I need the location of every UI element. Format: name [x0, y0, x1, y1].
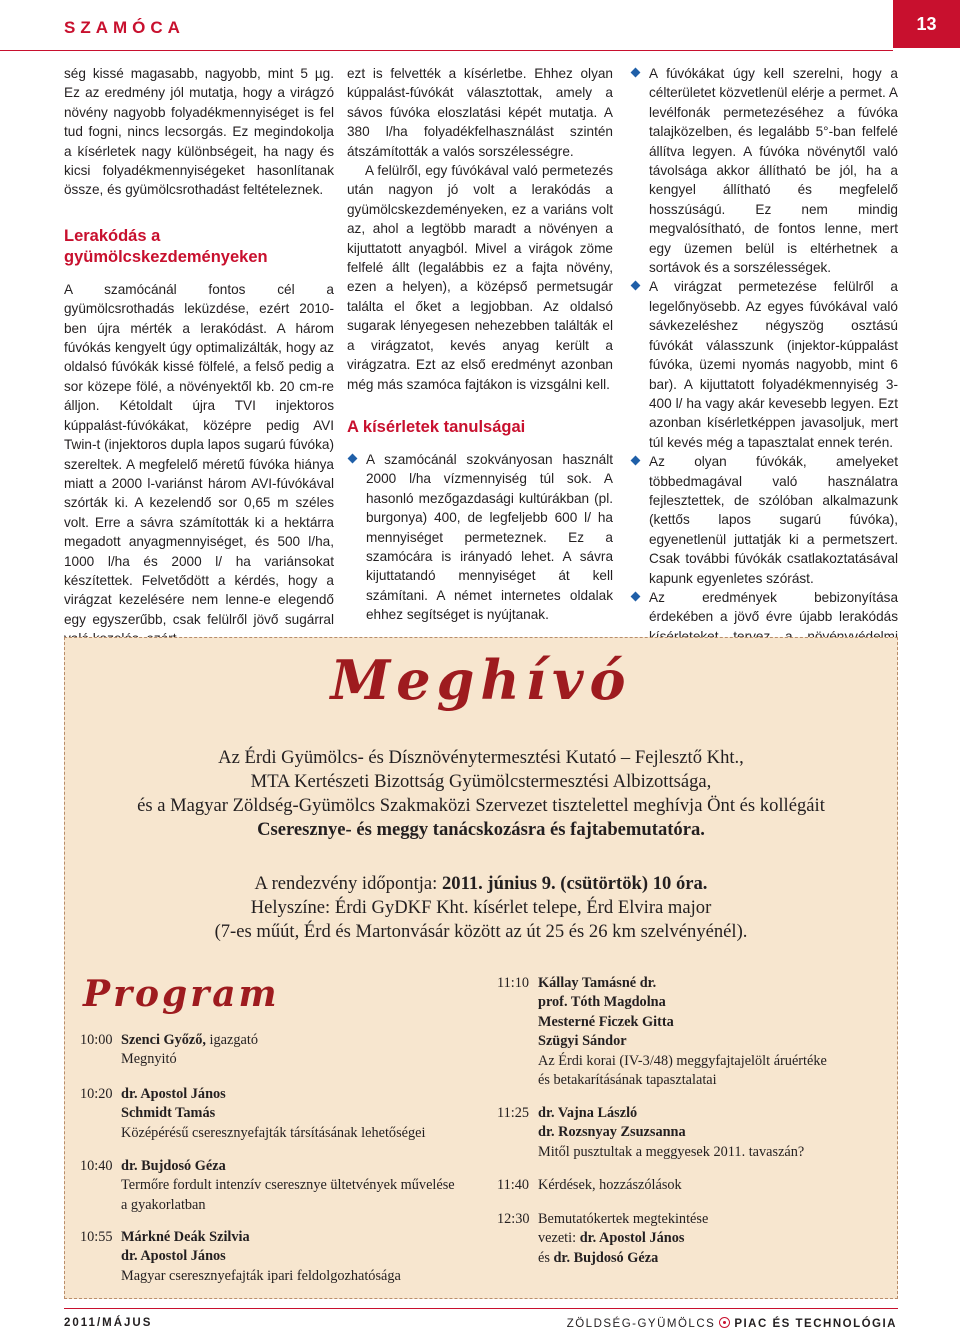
logo-mark-icon	[719, 1317, 730, 1328]
event-venue-detail: (7-es műút, Érd és Martonvásár között az út 25 és 26 km szelvényénél).	[214, 921, 748, 942]
invitation-details	[65, 872, 897, 944]
program-entry: 10:20 dr. Apostol János Schmidt Tamás Középérésű cseresznyefajták társításának lehetőségei	[80, 1086, 426, 1141]
footer-issue: 2011/MÁJUS	[64, 1317, 153, 1329]
invitation-line-1: Az Érdi Gyümölcs- és Dísznövénytermesztési Kutató – Fejlesztő Kht.,	[218, 747, 744, 768]
footer-magazine: ZÖLDSÉG-GYÜMÖLCS PIAC ÉS TECHNOLÓGIA	[566, 1318, 897, 1330]
invitation-title: Meghívó	[330, 648, 632, 712]
program-entry: 10:55 Márkné Deák Szilvia dr. Apostol János Magyar cseresznyefajták ipari feldolgozhatósága	[80, 1229, 401, 1284]
col1-paragraph-2: A szamócánál fontos cél a gyümölcsrothadás leküzdése, ezért 2010-ben újra mérték a lerakódást. A három fúvókás kengyelt úgy optimalizálták, hogy az oldalsó fúvókák kissé fölfelé, a felső pedig a sor közepe fölé, a növényektől kb. 20 cm-re álljon. Kétoldalt újra TVI injektoros kúppalást-fúvókákat, középre pedig AVI Twin-t (injektoros dupla lapos sugarú fúvóka) szereltek. A megfelelő méretű fúvóka hiánya miatt a 2000 l-variánst három AVI-fúvókával szórták ki. A kezelendő sor 0,65 m széles volt. Erre a sávra számították ki a hektárra megadott anyagmennyiséget, és 500 l/ha, 1000 l/ha és 2000 l/ ha variánsokat készítettek. Felvetődött a kérdés, hogy a virágzat kezelésére nem lenne-e elegendő egy egyszerűbb, csak felülről jövő sugárral	[64, 281, 334, 627]
event-date: A rendezvény időpontja: 2011. június 9. (csütörtök) 10 óra.	[254, 873, 708, 894]
list-item: A virágzat permetezése felülről a legelőnyösebb. Az egyes fúvókával való sávkezeléshez négyszög osztású fúvókát válasszunk (injektor-kúppalást fúvóka, üzemi nyomás nagyobb, mint 6 bar). A kijuttatott folyadékmennyiség 3-400 l/ ha vagy akár kevesebb legyen. Ezt azonban kísérletképpen javasoljuk, mert túl kevés még a tapasztalat ennek terén.	[630, 277, 898, 452]
footer-rule	[64, 1308, 898, 1309]
section-title: SZAMÓCA	[64, 18, 185, 37]
list-item: Az olyan fúvókák, amelyeket többedmagával való használatra fejlesztettek, de szólóban alkalmazunk (kettős lapos sugarú fúvóka), egyenetlenül juttatják ki a permetszert. Csak további fúvókák csatlakoztatásával kapunk egyenletes szórást.	[630, 452, 898, 588]
col1-heading: Lerakódás a gyümölcskezdeményeken	[64, 226, 268, 266]
invitation-event: Cseresznye- és meggy tanácskozásra és fajtabemutatóra.	[257, 819, 705, 840]
program-entry: 11:40 Kérdések, hozzászólások	[497, 1177, 682, 1193]
col2-heading: A kísérletek tanulságai	[347, 417, 526, 436]
program-entry: 10:00 Szenci Győző, igazgató Megnyitó	[80, 1032, 258, 1068]
invitation-line-2: MTA Kertészeti Bizottság Gyümölcstermesztési Albizottsága,	[250, 771, 712, 792]
list-item: A szamócánál szokványosan használt 2000 l/ha vízmennyiség túl sok. A hasonló mezőgazdasági kultúrákban (pl. burgonya) 400, de legfeljebb 600 l/ ha mennyiséget permeteznek. Ez a szamócára is irányadó lehet. A sávra kijuttatandó mennyiséget át kell számítani. A német internetes oldalak ehhez segítséget is nyújtanak.	[347, 450, 613, 625]
column-3	[630, 64, 898, 705]
page-number: 13	[893, 0, 960, 48]
col2-paragraph-1: ezt is felvették a kísérletbe. Ehhez olyan kúppalást-fúvókát választottak, amely a sávos fúvóka eloszlatási képét mutatja. A 380 l/ha folyadékfelhasználást szintén átszámították a valós sorszélességre.	[347, 66, 613, 159]
event-venue: Helyszíne: Érdi GyDKF Kht. kísérlet telepe, Érd Elvira major	[250, 897, 712, 918]
diamond-bullet-icon	[348, 453, 358, 463]
diamond-bullet-icon	[631, 281, 641, 291]
invitation-hosts	[65, 746, 897, 842]
program-title: Program	[83, 973, 280, 1015]
program-entry: 10:40 dr. Bujdosó Géza Termőre fordult intenzív cseresznye ültetvények művelése a gyakorlatban	[80, 1158, 455, 1213]
list-item: Az eredmények bebizonyítása érdekében a jövő évre újabb lerakódás	[630, 588, 898, 666]
header-rule	[0, 50, 893, 51]
program-entry: 11:10 Kállay Tamásné dr. prof. Tóth Magdolna Mesterné Ficzek Gitta Szügyi Sándor Az Érdi korai (IV-3/48) meggyfajtajelölt áruértéke és betakarításának tapasztalatai	[497, 975, 827, 1089]
diamond-bullet-icon	[631, 456, 641, 466]
invitation-line-3: és a Magyar Zöldség-Gyümölcs Szakmaközi Szervezet tisztelettel meghívja Önt és kollégáit	[137, 795, 825, 816]
program-entry: 11:25 dr. Vajna László dr. Rozsnyay Zsuzsanna Mitől pusztultak a meggyesek 2011. tavaszán?	[497, 1105, 805, 1160]
diamond-bullet-icon	[631, 592, 641, 602]
col2-bullet-list	[347, 450, 613, 625]
col3-bullet-list	[630, 64, 898, 666]
invitation-box	[64, 637, 898, 1299]
col2-paragraph-2: A felülről, egy fúvókával való permetezés után nagyon jó volt a lerakódás a gyümölcskezdeményeken, ez a variáns volt az, ahol a legtöbb maradt a növényen a kijuttatott anyagból. Mivel a virágok zöme felfelé állt (legalábbis ez a fajta növény, ezen a helyen), a középső permetsugár találta el őket a legjobban. Az oldalsó sugarak lényegesen nehezebben találták el a virágzatot, kevés anyag került a virágzatra. Ezt az első eredményt azonban még más szamóca fajtákon is vizsgálni kell.	[347, 163, 613, 392]
diamond-bullet-icon	[631, 68, 641, 78]
column-2	[347, 64, 613, 625]
col1-paragraph-1: ség kissé magasabb, nagyobb, mint 5 µg. Ez az eredmény jól mutatja, hogy a virágzó növény nagyobb folyadékmennyiséget is fel tud fogni, nincs lecsorgás. Ez megindokolja a kísérletek nagy különbségeit, ha nagy és kicsi folyadékmennyiségeket hasonlítanak össze, és gyümölcsrothadást feltételeznek.	[64, 66, 334, 198]
column-1	[64, 64, 334, 649]
list-item: A fúvókákat úgy kell szerelni, hogy a célterületet közvetlenül elérje a permet. A levélfonák permetezéséhez a fúvóka talajközelben, és legalább 5°-ban felfelé állítva legyen. A fúvóka növénytől való távolsága akkor állítható be jól, ha a kengyel állítható és megfelelő hosszúságú. Ez nem mindig megvalósítható, de fontos lenne, mert egy üzemen belül is eltérhetnek a sortávok és a sorszélességek.	[630, 64, 898, 277]
program-entry: 12:30 Bemutatókertek megtekintése vezeti: dr. Apostol János és dr. Bujdosó Géza	[497, 1211, 709, 1266]
